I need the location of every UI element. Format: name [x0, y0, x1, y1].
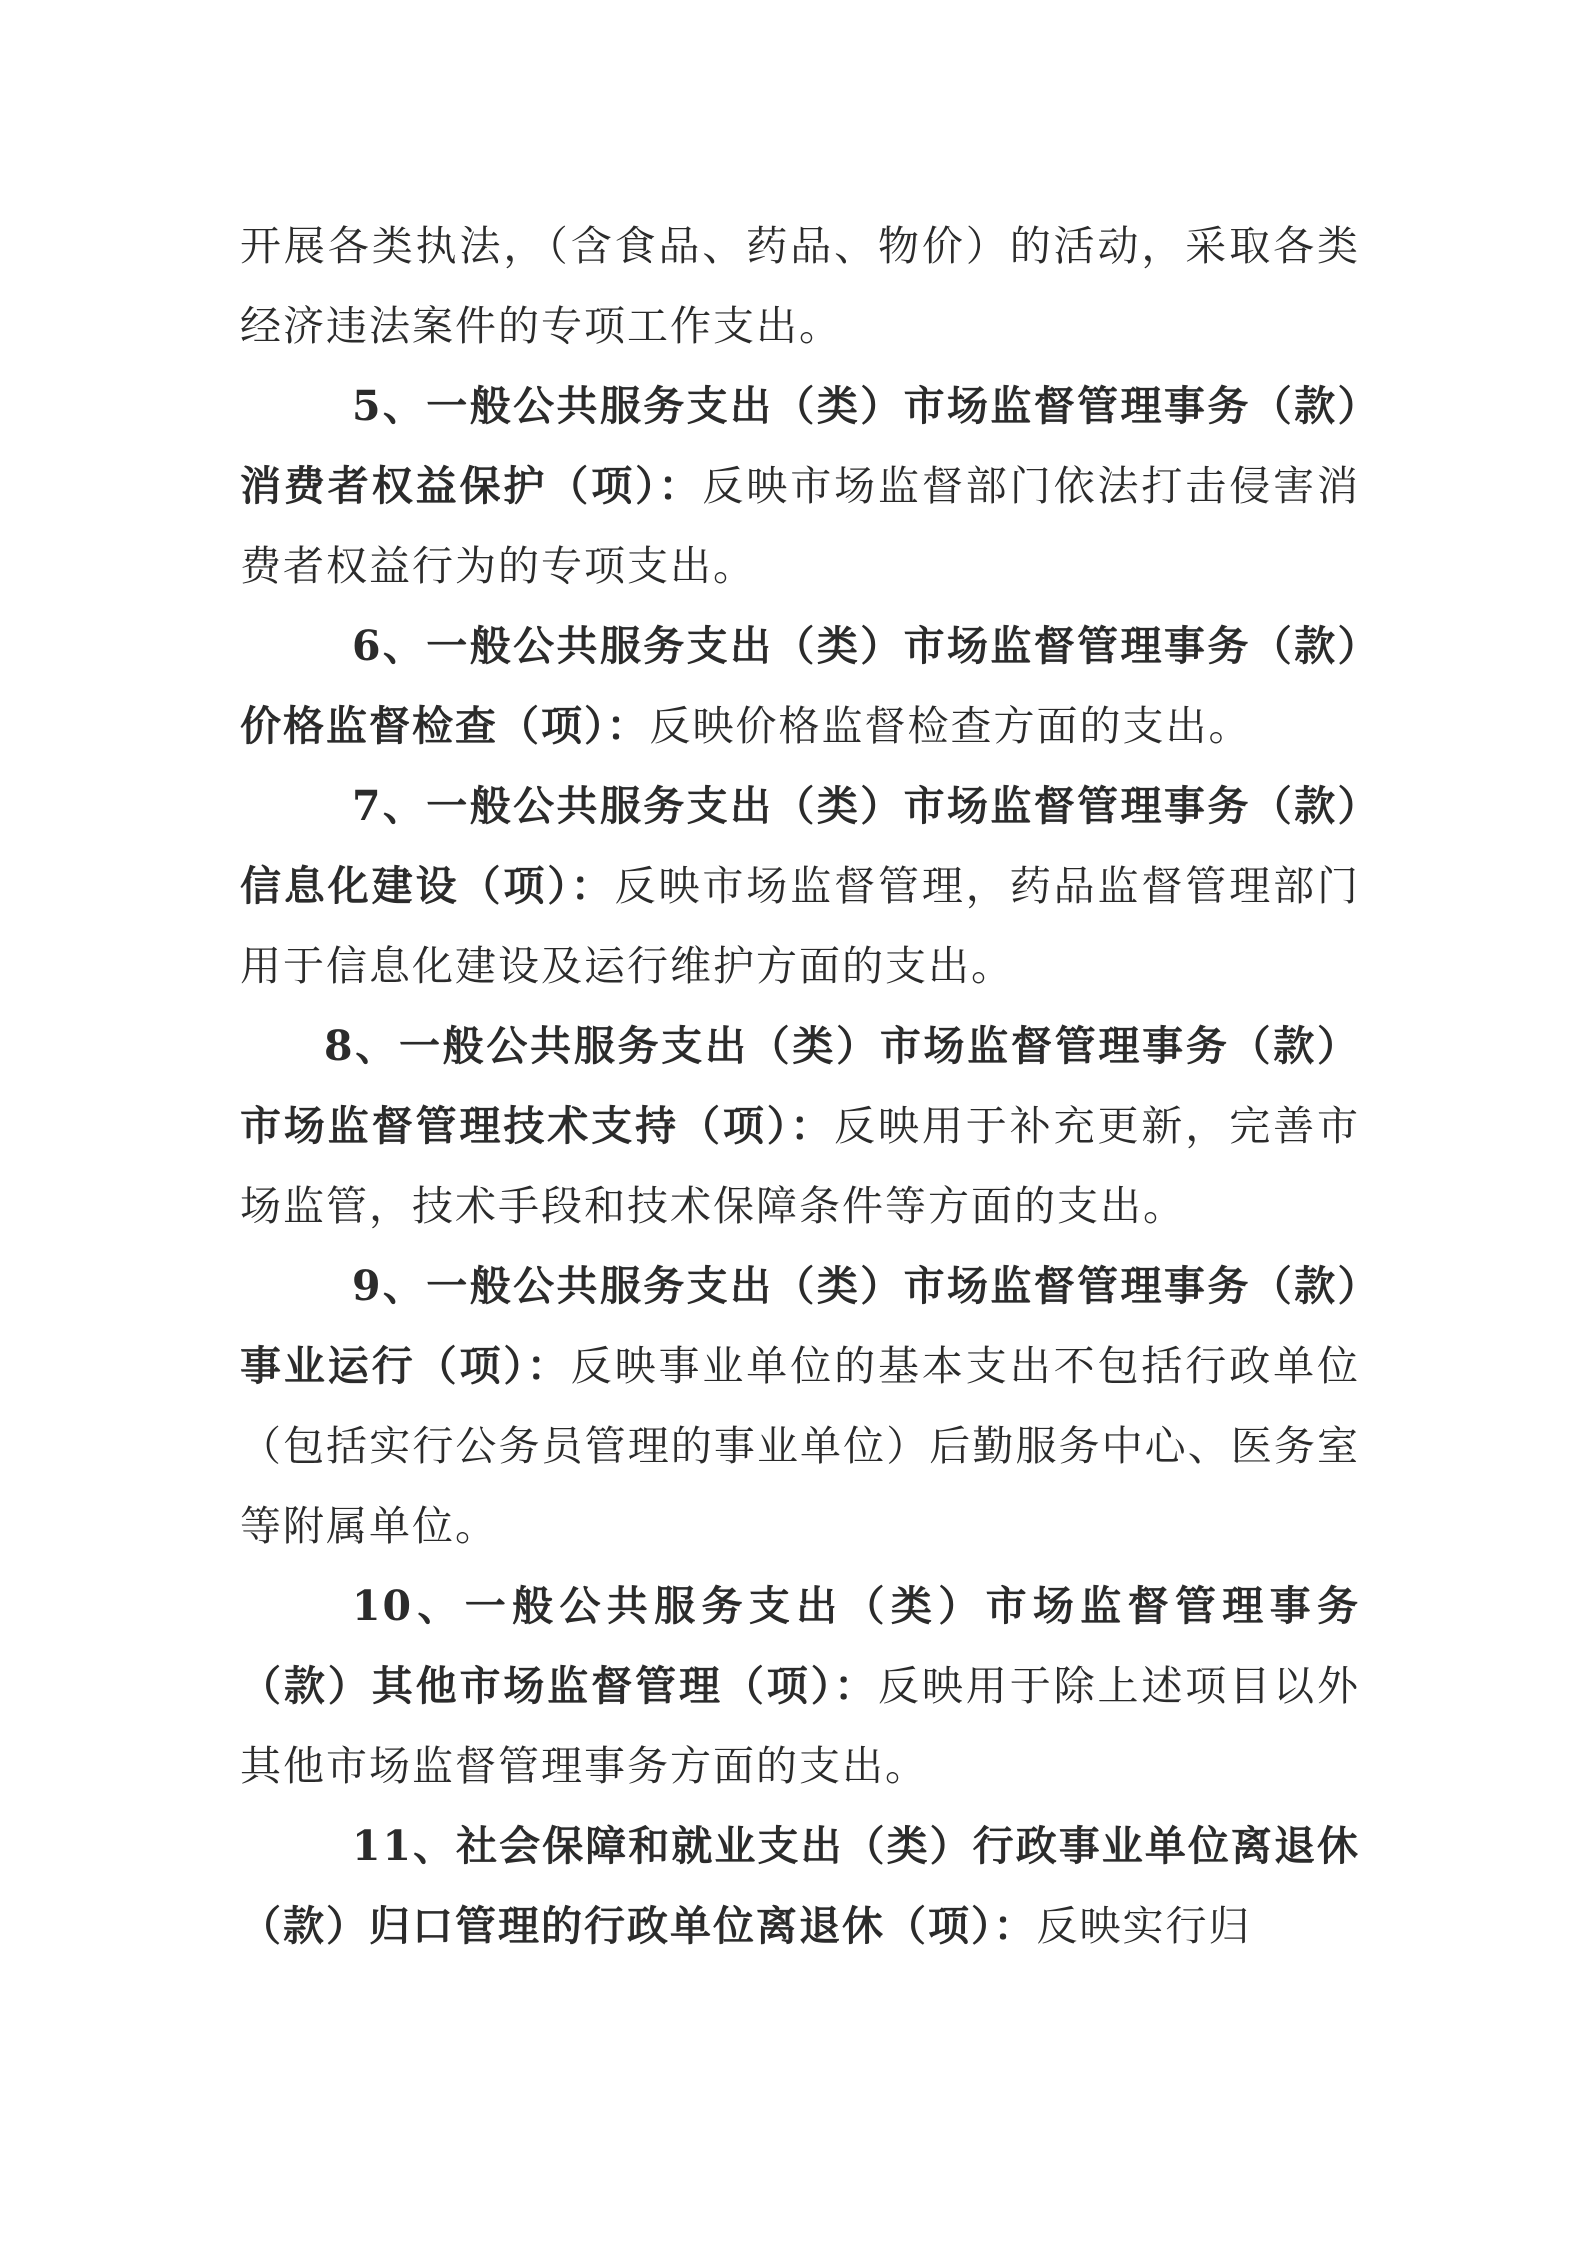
paragraph-item-11 — [240, 1806, 1360, 1966]
paragraph-lead: 5、一般公共服务支出（类）市场监督管理事务（款）消费者权益保护（项）： — [240, 382, 1360, 510]
paragraph-body: 反映市场监督部门依法打击侵害消费者权益行为的专项支出。 — [240, 462, 1361, 590]
paragraph-lead: 8、一般公共服务支出（类）市场监督管理事务（款）市场监督管理技术支持（项）： — [240, 1022, 1360, 1150]
paragraph-lead: 9、一般公共服务支出（类）市场监督管理事务（款）事业运行（项）： — [240, 1262, 1360, 1390]
paragraph-item-6 — [240, 606, 1360, 766]
paragraph-body: 反映用于补充更新，完善市场监管，技术手段和技术保障条件等方面的支出。 — [240, 1102, 1361, 1230]
paragraph-body: 反映事业单位的基本支出不包括行政单位（包括实行公务员管理的事业单位）后勤服务中心、医务室等附属单位。 — [240, 1342, 1361, 1550]
paragraph-item-9 — [240, 1246, 1360, 1566]
paragraph-item-5 — [240, 366, 1360, 606]
paragraph-lead: 7、一般公共服务支出（类）市场监督管理事务（款）信息化建设（项）： — [240, 782, 1360, 910]
paragraph-continuation — [240, 206, 1360, 366]
paragraph-body: 反映实行归 — [1036, 1902, 1252, 1950]
paragraph-item-7 — [240, 766, 1360, 1006]
paragraph-item-10 — [240, 1566, 1360, 1806]
paragraph-body: 反映用于除上述项目以外其他市场监督管理事务方面的支出。 — [240, 1662, 1360, 1790]
paragraph-lead: 10、一般公共服务支出（类）市场监督管理事务（款）其他市场监督管理（项）： — [240, 1582, 1360, 1710]
paragraph-body: 反映价格监督检查方面的支出。 — [649, 702, 1252, 750]
paragraph-lead: 6、一般公共服务支出（类）市场监督管理事务（款）价格监督检查（项）： — [240, 622, 1360, 750]
paragraph-item-8 — [240, 1006, 1360, 1246]
paragraph-lead: 11、社会保障和就业支出（类）行政事业单位离退休（款）归口管理的行政单位离退休（项）： — [240, 1822, 1360, 1950]
document-page — [240, 206, 1360, 1966]
paragraph-body: 开展各类执法，（含食品、药品、物价）的活动，采取各类经济违法案件的专项工作支出。 — [240, 222, 1360, 350]
paragraph-body: 反映市场监督管理，药品监督管理部门用于信息化建设及运行维护方面的支出。 — [240, 862, 1361, 990]
